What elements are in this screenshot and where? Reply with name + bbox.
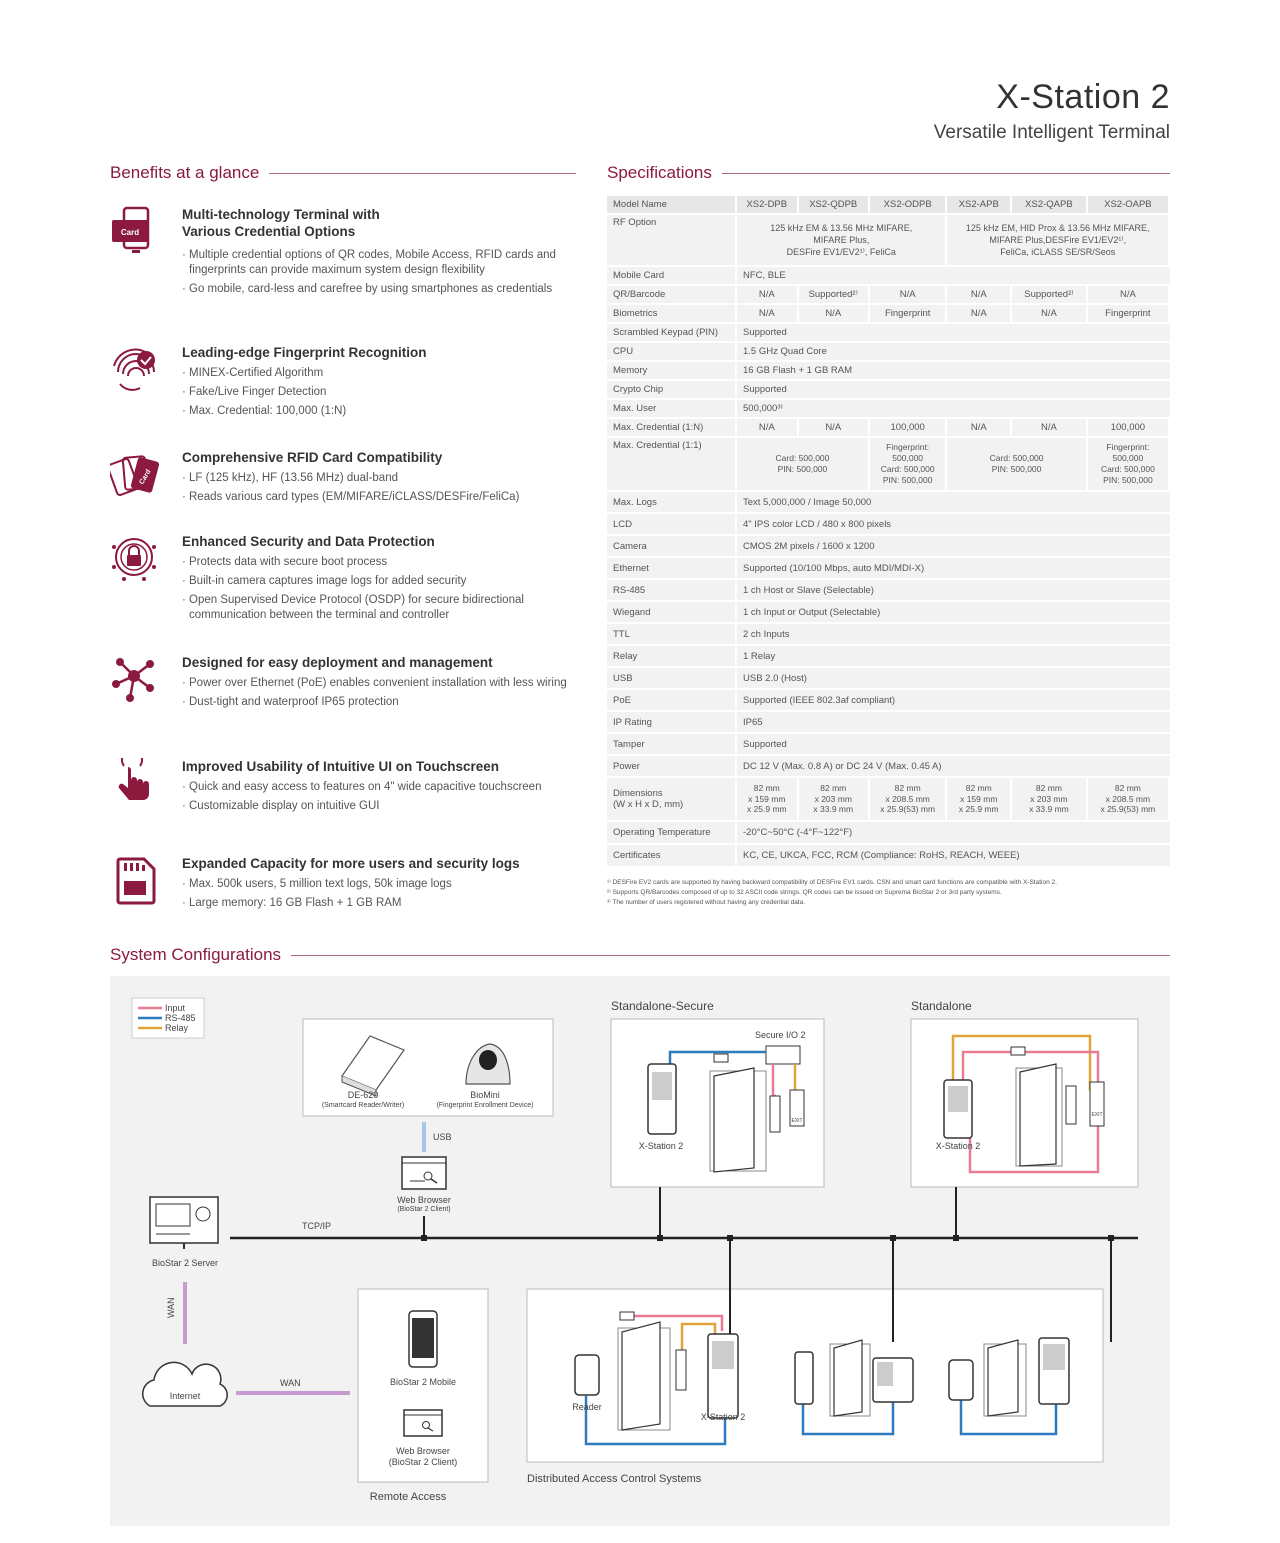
spec-value: Text 5,000,000 / Image 50,000 [737, 492, 1170, 512]
table-row [607, 343, 1170, 360]
benefit-title-line1: Multi-technology Terminal with [182, 207, 380, 222]
spec-value: Supported (IEEE 802.3af compliant) [737, 690, 1170, 710]
spec-label: TTL [607, 624, 737, 644]
distributed-label: Distributed Access Control Systems [527, 1473, 702, 1485]
spec-value: N/A [799, 419, 870, 436]
door-sensor-icon [770, 1096, 780, 1132]
cred-line: 500,000 [892, 453, 924, 463]
spec-value [1012, 778, 1088, 820]
spec-label: Certificates [607, 845, 737, 866]
benefit-bullet: · Go mobile, card-less and carefree by using smartphones as credentials [182, 282, 582, 297]
spec-value: IP65 [737, 712, 1170, 732]
model-name: XS2-QAPB [1012, 196, 1088, 213]
cred-line: PIN: 500,000 [777, 464, 828, 474]
spec-label: Memory [607, 362, 737, 379]
xstation-label: X-Station 2 [935, 1141, 981, 1151]
footnote: ²⁾ Supports QR/Barcodes composed of up to 32 ASCII code strings. QR codes can be issued on Suprema BioStar 2 or 3rd party systems. [607, 889, 1002, 896]
table-row [607, 324, 1170, 341]
benefit-rfid [110, 449, 580, 519]
rfid-cards-icon [110, 449, 162, 501]
dim-w: 82 mm [965, 783, 992, 794]
spec-label: IP Rating [607, 712, 737, 732]
benefit-title: Enhanced Security and Data Protection [182, 534, 435, 549]
web-browser-sublabel: (BioStar 2 Client) [397, 1206, 451, 1213]
mobile-label: BioStar 2 Mobile [389, 1377, 457, 1387]
spec-label: Mobile Card [607, 267, 737, 284]
benefit-title [182, 206, 582, 240]
page-title: X-Station 2 [996, 78, 1170, 116]
table-row [607, 196, 1170, 213]
table-row [607, 668, 1170, 688]
de620-sublabel: (Smartcard Reader/Writer) [321, 1102, 405, 1109]
wan-label-vertical: WAN [166, 1297, 176, 1318]
benefit-title-line2: Various Credential Options [182, 224, 356, 239]
spec-value [737, 438, 870, 490]
benefit-usability [110, 758, 580, 838]
spec-label: QR/Barcode [607, 286, 737, 303]
spec-value [870, 438, 948, 490]
spec-label: LCD [607, 514, 737, 534]
spec-value: N/A [799, 305, 870, 322]
spec-value: 100,000 [1088, 419, 1170, 436]
cred-line: PIN: 500,000 [1103, 475, 1153, 485]
spec-label: Wiegand [607, 602, 737, 622]
door-sensor-icon [1066, 1086, 1076, 1124]
spec-label: USB [607, 668, 737, 688]
spec-value: N/A [737, 305, 799, 322]
spec-value: 1 Relay [737, 646, 1170, 666]
table-row [607, 362, 1170, 379]
card-phone-icon [110, 206, 162, 258]
spec-value: N/A [870, 286, 948, 303]
table-row [607, 286, 1170, 303]
spec-label [607, 778, 737, 820]
web-browser-icon [402, 1157, 446, 1189]
table-row [607, 492, 1170, 512]
cred-line: Card: 500,000 [775, 453, 830, 463]
spec-value: -20°C~50°C (-4°F~122°F) [737, 822, 1170, 843]
web-browser-remote-icon [404, 1410, 442, 1436]
spec-value: NFC, BLE [737, 267, 1170, 284]
table-row [607, 602, 1170, 622]
spec-label: Biometrics [607, 305, 737, 322]
benefit-bullet: · Power over Ethernet (PoE) enables convenient installation with less wiring [182, 676, 582, 691]
spec-value: Fingerprint [1088, 305, 1170, 322]
benefit-title: Expanded Capacity for more users and security logs [182, 856, 520, 871]
model-name: XS2-APB [947, 196, 1012, 213]
benefit-bullet: · Max. 500k users, 5 million text logs, 50k image logs [182, 877, 582, 892]
spec-value: Supported [737, 381, 1170, 398]
benefit-bullet: · Protects data with secure boot process [182, 555, 582, 570]
spec-label: Ethernet [607, 558, 737, 578]
table-row [607, 778, 1170, 820]
spec-table [607, 194, 1170, 868]
heading-rule [291, 955, 1170, 956]
reader-device-icon [949, 1360, 973, 1400]
spec-label: Max. Credential (1:1) [607, 438, 737, 490]
spec-value: 1.5 GHz Quad Core [737, 343, 1170, 360]
benefit-bullet: · Dust-tight and waterproof IP65 protection [182, 695, 582, 710]
spec-label: PoE [607, 690, 737, 710]
benefit-deployment [110, 654, 580, 734]
benefit-bullets [182, 471, 582, 509]
specifications-heading [607, 163, 1170, 183]
spec-value: CMOS 2M pixels / 1600 x 1200 [737, 536, 1170, 556]
dim-h: x 208.5 mm [1105, 793, 1151, 804]
cred-line: Card: 500,000 [989, 453, 1044, 463]
lock-icon [1011, 1047, 1025, 1055]
table-row [607, 624, 1170, 644]
benefit-bullets [182, 555, 582, 627]
spec-value: 4" IPS color LCD / 480 x 800 pixels [737, 514, 1170, 534]
xstation-label: X-Station 2 [638, 1141, 684, 1151]
benefit-bullet: · MINEX-Certified Algorithm [182, 366, 582, 381]
reader-device-icon [795, 1352, 813, 1404]
table-row [607, 514, 1170, 534]
table-row [607, 438, 1170, 490]
model-name: XS2-QDPB [799, 196, 870, 213]
benefit-bullet: · Multiple credential options of QR codes, Mobile Access, RFID cards and fingerprints can provide maximum system design flexibility [182, 248, 582, 278]
dim-w: 82 mm [1114, 783, 1141, 794]
server-label: BioStar 2 Server [151, 1258, 219, 1268]
model-name: XS2-ODPB [870, 196, 948, 213]
spec-value: N/A [1088, 286, 1170, 303]
server-monitor-icon [150, 1197, 218, 1249]
spec-value: N/A [1012, 305, 1088, 322]
spec-label: Crypto Chip [607, 381, 737, 398]
heading-rule [722, 173, 1170, 174]
spec-value [947, 215, 1170, 265]
xstation-device-icon [708, 1334, 738, 1418]
xstation-label: X-Station 2 [700, 1412, 746, 1422]
spec-value: 500,000³⁾ [737, 400, 1170, 417]
spec-value: 1 ch Host or Slave (Selectable) [737, 580, 1170, 600]
dim-d: x 25.9 mm [958, 804, 999, 815]
dim-h: x 159 mm [960, 793, 998, 804]
spec-label: Tamper [607, 734, 737, 754]
reader-label: Reader [572, 1402, 602, 1412]
door-sensor-icon [676, 1350, 686, 1390]
footnote: ¹⁾ DESFire EV2 cards are supported by having backward compatibility of DESFire EV1 cards. CSN and smart card functions are compatible with X-Station 2. [607, 879, 1057, 886]
network-nodes-icon [110, 654, 162, 706]
spec-value: Supported²⁾ [799, 286, 870, 303]
wan-label-horizontal: WAN [280, 1378, 301, 1388]
legend-relay: Relay [165, 1023, 189, 1033]
smartphone-icon [409, 1311, 437, 1367]
system-diagram [110, 976, 1170, 1526]
legend [132, 998, 204, 1038]
specifications-heading-text: Specifications [607, 163, 712, 182]
dims-label-line: Dimensions [613, 788, 663, 799]
table-row [607, 845, 1170, 866]
table-row [607, 305, 1170, 322]
benefit-bullet: · Max. Credential: 100,000 (1:N) [182, 404, 582, 419]
spec-value: 16 GB Flash + 1 GB RAM [737, 362, 1170, 379]
door-icon [1016, 1064, 1062, 1166]
dim-w: 82 mm [1035, 783, 1062, 794]
benefits-heading [110, 163, 576, 183]
spec-label: Model Name [607, 196, 737, 213]
dim-d: x 25.9(53) mm [1100, 804, 1156, 815]
dim-w: 82 mm [820, 783, 847, 794]
benefit-bullets [182, 877, 582, 915]
enrollment-devices-box [303, 1019, 553, 1116]
heading-rule [269, 173, 576, 174]
benefit-bullet: · Built-in camera captures image logs for added security [182, 574, 582, 589]
rf-line: FeliCa, iCLASS SE/SR/Seos [1000, 247, 1116, 257]
spec-value [1088, 778, 1170, 820]
spec-value [799, 778, 870, 820]
model-name: XS2-DPB [737, 196, 799, 213]
spec-value: N/A [947, 419, 1012, 436]
security-lock-icon [110, 533, 162, 585]
lock-icon [620, 1312, 634, 1320]
door-icon [618, 1322, 670, 1430]
legend-input: Input [165, 1003, 186, 1013]
xstation-device-icon [873, 1358, 913, 1402]
benefit-bullets [182, 366, 582, 423]
spec-label: Max. Logs [607, 492, 737, 512]
benefit-bullet: · Fake/Live Finger Detection [182, 385, 582, 400]
biomini-label: BioMini [470, 1090, 500, 1100]
spec-value: N/A [947, 286, 1012, 303]
rf-line: DESFire EV1/EV2¹⁾, FeliCa [786, 247, 896, 257]
benefit-bullet: · Open Supervised Device Protocol (OSDP) for secure bidirectional communication between the terminal and controller [182, 593, 582, 623]
rf-line: 125 kHz EM, HID Prox & 13.56 MHz MIFARE, [965, 223, 1150, 233]
footnote: ³⁾ The number of users registered without having any credential data. [607, 899, 806, 906]
touch-hand-icon [110, 758, 162, 810]
table-row [607, 267, 1170, 284]
table-row [607, 400, 1170, 417]
dim-h: x 159 mm [748, 793, 786, 804]
spec-value [737, 778, 799, 820]
dim-h: x 203 mm [1030, 793, 1068, 804]
spec-value: 100,000 [870, 419, 948, 436]
spec-value: 1 ch Input or Output (Selectable) [737, 602, 1170, 622]
dims-label-line: (W x H x D, mm) [613, 799, 684, 810]
spec-value: 2 ch Inputs [737, 624, 1170, 644]
spec-footnotes [607, 878, 1170, 908]
dim-h: x 208.5 mm [885, 793, 930, 804]
tcpip-label: TCP/IP [302, 1221, 332, 1231]
door-icon [984, 1340, 1026, 1416]
internet-label: Internet [169, 1391, 201, 1401]
spec-label: Max. Credential (1:N) [607, 419, 737, 436]
spec-value: USB 2.0 (Host) [737, 668, 1170, 688]
table-row [607, 690, 1170, 710]
cred-line: Card: 500,000 [1100, 464, 1155, 474]
xstation-device-icon [944, 1080, 972, 1138]
table-row [607, 580, 1170, 600]
spec-value: Supported [737, 324, 1170, 341]
spec-label: Scrambled Keypad (PIN) [607, 324, 737, 341]
model-name: XS2-OAPB [1088, 196, 1170, 213]
benefit-bullets [182, 676, 582, 714]
benefit-multi-tech [110, 206, 580, 326]
spec-value: Fingerprint [870, 305, 948, 322]
system-heading-text: System Configurations [110, 945, 282, 964]
dim-d: x 33.9 mm [813, 804, 854, 815]
door-icon [830, 1340, 870, 1416]
benefit-bullet: · Quick and easy access to features on 4" wide capacitive touchscreen [182, 780, 582, 795]
cred-line: PIN: 500,000 [882, 475, 933, 485]
benefit-bullet: · Reads various card types (EM/MIFARE/iCLASS/DESFire/FeliCa) [182, 490, 582, 505]
dim-w: 82 mm [894, 783, 921, 794]
standalone-label: Standalone [911, 999, 972, 1013]
cred-line: Fingerprint: [1106, 442, 1150, 452]
lock-icon [714, 1054, 728, 1062]
cred-line: PIN: 500,000 [991, 464, 1042, 474]
spec-label: Operating Temperature [607, 822, 737, 843]
cred-line: Fingerprint: [886, 442, 930, 452]
web-browser-remote-sublabel: (BioStar 2 Client) [388, 1457, 458, 1467]
de620-label: DE-620 [347, 1090, 379, 1100]
door-icon [710, 1068, 766, 1172]
table-row [607, 734, 1170, 754]
table-row [607, 536, 1170, 556]
reader-device-icon [575, 1355, 599, 1395]
table-row [607, 558, 1170, 578]
dim-d: x 25.9 mm [746, 804, 787, 815]
remote-access-label: Remote Access [369, 1491, 447, 1503]
spec-value: N/A [737, 419, 799, 436]
benefit-capacity [110, 855, 580, 925]
benefit-bullet: · Large memory: 16 GB Flash + 1 GB RAM [182, 896, 582, 911]
spec-value: N/A [737, 286, 799, 303]
benefit-bullets [182, 780, 582, 818]
spec-label: Camera [607, 536, 737, 556]
cred-line: Card: 500,000 [880, 464, 935, 474]
spec-value: KC, CE, UKCA, FCC, RCM (Compliance: RoHS, REACH, WEEE) [737, 845, 1170, 866]
spec-label: Relay [607, 646, 737, 666]
benefit-security [110, 533, 580, 633]
table-row [607, 822, 1170, 843]
spec-label: CPU [607, 343, 737, 360]
icon-card-label: Card [138, 468, 153, 486]
benefit-title: Leading-edge Fingerprint Recognition [182, 345, 427, 360]
spec-label: Max. User [607, 400, 737, 417]
spec-value [947, 778, 1012, 820]
xstation-device-icon [648, 1064, 676, 1134]
benefit-bullets [182, 248, 582, 301]
secure-io-label: Secure I/O 2 [755, 1030, 806, 1040]
web-browser-remote-label: Web Browser [396, 1446, 450, 1456]
table-row [607, 381, 1170, 398]
table-row [607, 756, 1170, 776]
dim-d: x 33.9 mm [1029, 804, 1069, 815]
usb-label: USB [433, 1132, 452, 1142]
spec-value [947, 438, 1087, 490]
spec-value [1088, 438, 1170, 490]
spec-label: RF Option [607, 215, 737, 265]
web-browser-label: Web Browser [397, 1195, 451, 1205]
table-row [607, 215, 1170, 265]
spec-value: N/A [1012, 419, 1088, 436]
icon-card-label: Card [120, 228, 140, 237]
spec-value: N/A [947, 305, 1012, 322]
table-row [607, 646, 1170, 666]
secure-io-module-icon [766, 1046, 800, 1064]
standalone-secure-label: Standalone-Secure [611, 999, 714, 1013]
dim-d: x 25.9(53) mm [880, 804, 936, 815]
table-row [607, 712, 1170, 732]
benefits-heading-text: Benefits at a glance [110, 163, 260, 182]
spec-value: DC 12 V (Max. 0.8 A) or DC 24 V (Max. 0.45 A) [737, 756, 1170, 776]
spec-value: Supported (10/100 Mbps, auto MDI/MDI-X) [737, 558, 1170, 578]
benefit-fingerprint [110, 344, 580, 434]
exit-label: EXIT [791, 1118, 803, 1124]
dim-w: 82 mm [753, 783, 780, 794]
legend-rs485: RS-485 [165, 1013, 196, 1023]
page-subtitle: Versatile Intelligent Terminal [933, 122, 1170, 143]
cred-line: 500,000 [1112, 453, 1144, 463]
rf-line: MIFARE Plus, [813, 235, 870, 245]
exit-label: EXIT [1091, 1112, 1103, 1118]
spec-value [870, 778, 948, 820]
spec-value: Supported [737, 734, 1170, 754]
system-configurations-heading [110, 945, 1170, 965]
spec-label: Power [607, 756, 737, 776]
benefit-title: Designed for easy deployment and management [182, 655, 493, 670]
benefit-bullet: · Customizable display on intuitive GUI [182, 799, 582, 814]
rf-line: 125 kHz EM & 13.56 MHz MIFARE, [770, 223, 913, 233]
exit-button-icon [1090, 1082, 1104, 1126]
benefit-title: Comprehensive RFID Card Compatibility [182, 450, 443, 465]
xstation-device-icon [1039, 1338, 1069, 1404]
dim-h: x 203 mm [814, 793, 852, 804]
memory-card-icon [110, 855, 162, 907]
rf-line: MIFARE Plus,DESFire EV1/EV2¹⁾, [989, 235, 1127, 245]
fingerprint-icon [110, 344, 162, 396]
biomini-sublabel: (Fingerprint Enrollment Device) [436, 1102, 534, 1109]
spec-value: Supported²⁾ [1012, 286, 1088, 303]
benefit-title: Improved Usability of Intuitive UI on Touchscreen [182, 759, 500, 774]
spec-label: RS-485 [607, 580, 737, 600]
benefit-bullet: · LF (125 kHz), HF (13.56 MHz) dual-band [182, 471, 582, 486]
spec-value [737, 215, 947, 265]
table-row [607, 419, 1170, 436]
